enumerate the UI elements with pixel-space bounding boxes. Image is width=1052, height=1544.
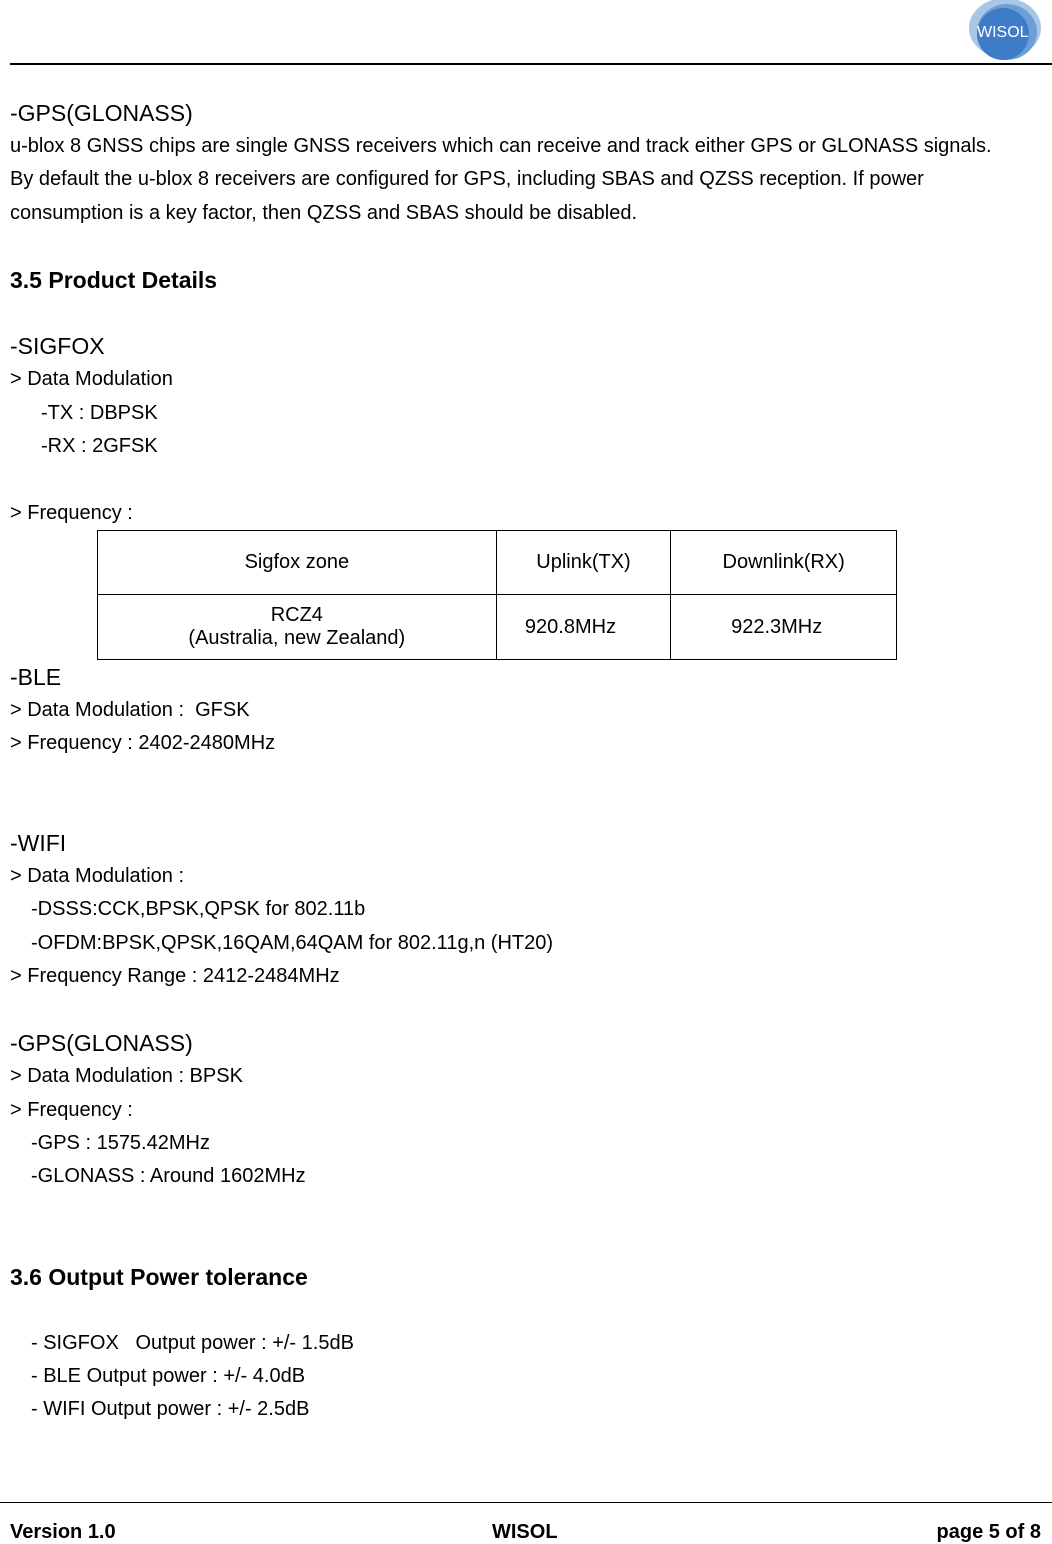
section-heading: 3.5 Product Details	[10, 267, 218, 293]
power-item: - BLE Output power : +/- 4.0dB	[31, 1365, 306, 1387]
uplink-cell	[496, 595, 671, 660]
sigfox-tx: -TX : DBPSK	[41, 402, 158, 424]
sigfox-frequency: > Frequency :	[10, 502, 133, 524]
sigfox-modulation: > Data Modulation	[10, 368, 173, 390]
gps-gps: -GPS : 1575.42MHz	[31, 1132, 210, 1154]
power-item: - WIFI Output power : +/- 2.5dB	[31, 1398, 310, 1420]
gps-frequency: > Frequency :	[10, 1099, 133, 1121]
sigfox-title: -SIGFOX	[10, 333, 105, 359]
downlink-cell	[671, 595, 897, 660]
intro-title: -GPS(GLONASS)	[10, 100, 193, 126]
zone-name: RCZ4	[270, 604, 323, 626]
wifi-frequency: > Frequency Range : 2412-2484MHz	[10, 965, 340, 987]
gps-glonass: -GLONASS : Around 1602MHz	[31, 1165, 306, 1187]
section-heading: 3.6 Output Power tolerance	[10, 1264, 308, 1290]
table-header-row	[98, 531, 897, 595]
wifi-title: -WIFI	[10, 830, 67, 856]
gps-modulation: > Data Modulation : BPSK	[10, 1065, 243, 1087]
footer-page: page 5 of 8	[936, 1521, 1041, 1543]
downlink-value: 922.3MHz	[731, 615, 823, 638]
gps-title: -GPS(GLONASS)	[10, 1030, 193, 1056]
table-header: Downlink(RX)	[671, 531, 897, 595]
zone-detail: (Australia, new Zealand)	[188, 627, 406, 649]
wifi-dsss: -DSSS:CCK,BPSK,QPSK for 802.11b	[31, 898, 366, 920]
sigfox-frequency-table	[97, 530, 897, 660]
wisol-logo	[965, 0, 1041, 62]
header-rule	[10, 63, 1052, 65]
svg-text:WISOL: WISOL	[977, 24, 1029, 41]
footer-version: Version 1.0	[10, 1521, 116, 1543]
power-item: - SIGFOX Output power : +/- 1.5dB	[31, 1332, 354, 1354]
ble-frequency: > Frequency : 2402-2480MHz	[10, 732, 276, 754]
zone-cell	[98, 595, 497, 660]
wifi-modulation: > Data Modulation :	[10, 865, 184, 887]
footer-company: WISOL	[492, 1521, 558, 1543]
ble-title: -BLE	[10, 664, 62, 690]
table-header: Sigfox zone	[98, 531, 497, 595]
uplink-value: 920.8MHz	[524, 615, 617, 638]
intro-line: u-blox 8 GNSS chips are single GNSS receivers which can receive and track either GPS or GLONASS signals.	[10, 135, 992, 157]
sigfox-rx: -RX : 2GFSK	[41, 435, 158, 457]
intro-line: consumption is a key factor, then QZSS and SBAS should be disabled.	[10, 202, 638, 224]
table-header: Uplink(TX)	[496, 531, 671, 595]
footer-rule	[0, 1502, 1052, 1503]
wifi-ofdm: -OFDM:BPSK,QPSK,16QAM,64QAM for 802.11g,n (HT20)	[31, 932, 554, 954]
ble-modulation: > Data Modulation : GFSK	[10, 699, 250, 721]
intro-line: By default the u-blox 8 receivers are configured for GPS, including SBAS and QZSS reception. If power	[10, 168, 924, 190]
table-row	[98, 595, 897, 660]
